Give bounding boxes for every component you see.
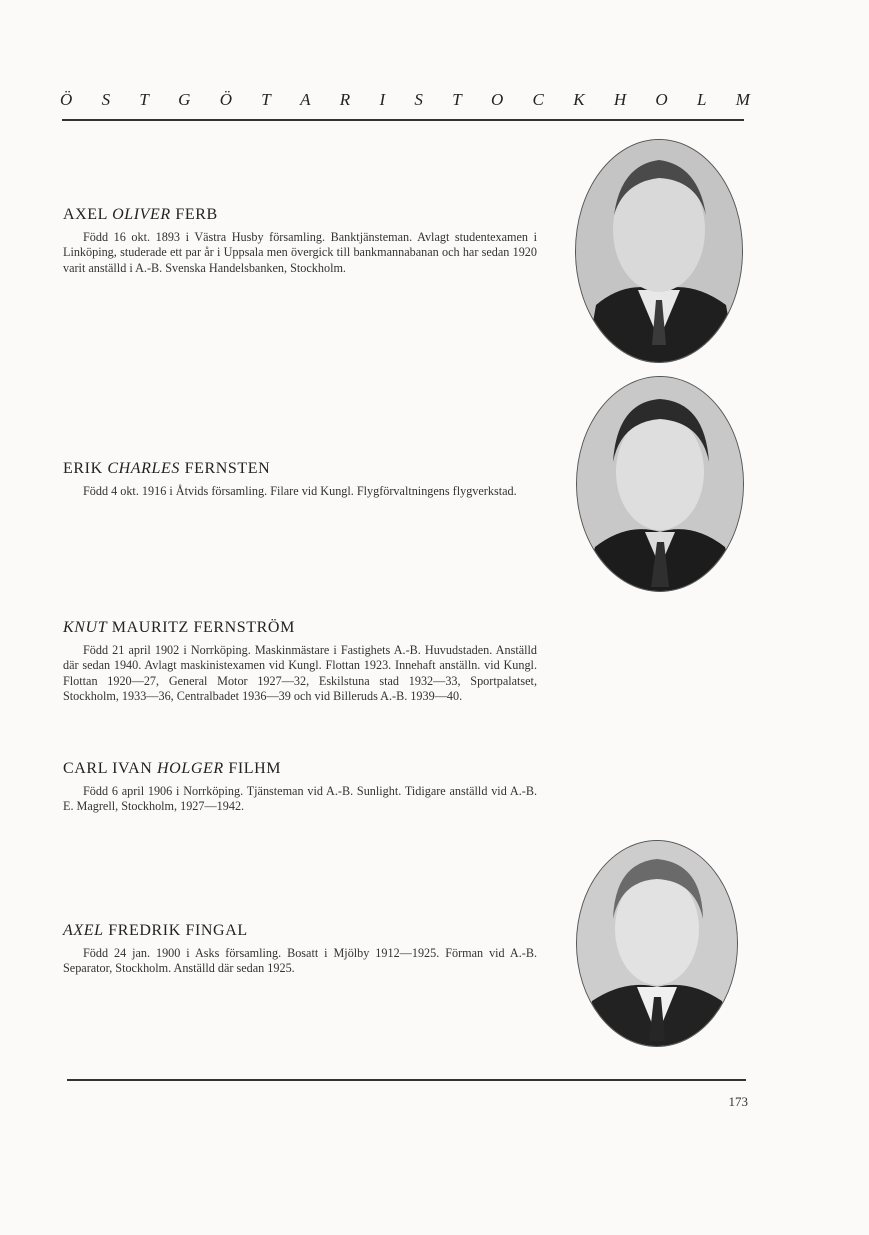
entry-bio: Född 6 april 1906 i Norrköping. Tjänsteman vid A.-B. Sunlight. Tidigare anställd vid A.-B. E. Magrell, Stockholm, 1927—1942. — [63, 784, 537, 814]
entry-name: CARL IVAN HOLGER FILHM — [63, 760, 282, 777]
entry-erik-charles-fernsten — [63, 460, 537, 499]
footer-rule — [67, 1079, 746, 1081]
entry-name: AXEL FREDRIK FINGAL — [63, 922, 248, 939]
entry-bio: Född 24 jan. 1900 i Asks församling. Bosatt i Mjölby 1912—1925. Förman vid A.-B. Separator, Stockholm. Anställd där sedan 1925. — [63, 946, 537, 976]
running-header: Ö S T G Ö T A R I S T O C K H O L M — [60, 90, 750, 109]
entry-bio: Född 16 okt. 1893 i Västra Husby församling. Banktjänsteman. Avlagt studentexamen i Linköping, studerade ett par år i Uppsala men övergick till bankmannabanan och har sedan 1920 varit anställd i A.-B. Svenska Handelsbanken, Stockholm. — [63, 230, 537, 275]
entry-knut-mauritz-fernstrom — [63, 619, 537, 704]
entry-axel-fredrik-fingal — [63, 922, 537, 977]
entry-name: ERIK CHARLES FERNSTEN — [63, 460, 271, 477]
header-rule — [62, 119, 744, 121]
entry-bio: Född 21 april 1902 i Norrköping. Maskinmästare i Fastighets A.-B. Huvudstaden. Anställd där sedan 1940. Avlagt maskinistexamen vid Kungl. Flottan 1923. Innehaft anställn. vid Kungl. Flottan 1920—27, General Motor 1927—32, Eskilstuna stad 1932—33, Sportpalatset, Stockholm, 1933—36, Centralbadet 1936—39 och vid Billeruds A.-B. 1939—40. — [63, 643, 537, 703]
portrait-photo-erik-charles-fernsten — [576, 376, 744, 592]
page-number: 173 — [728, 1094, 748, 1109]
entry-name: KNUT MAURITZ FERNSTRÖM — [63, 619, 295, 636]
entry-bio: Född 4 okt. 1916 i Åtvids församling. Filare vid Kungl. Flygförvaltningens flygverkstad. — [83, 484, 517, 498]
entry-carl-ivan-holger-filhm — [63, 760, 537, 815]
portrait-photo-axel-oliver-ferb — [575, 139, 743, 363]
portrait-photo-axel-fredrik-fingal — [576, 840, 738, 1047]
entry-name: AXEL OLIVER FERB — [63, 206, 218, 223]
entry-axel-oliver-ferb — [63, 206, 537, 276]
